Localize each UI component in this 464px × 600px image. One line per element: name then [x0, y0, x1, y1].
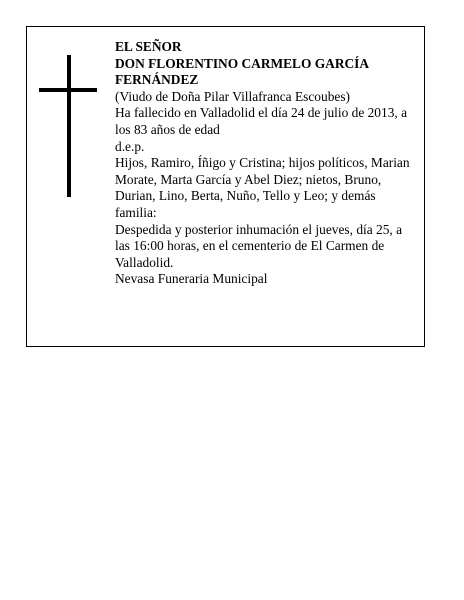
- notice-text: [115, 39, 419, 288]
- widower-note: (Viudo de Doña Pilar Villafranca Escoubes): [115, 88, 351, 104]
- ceremony-info: Despedida y posterior inhumación el jueves, día 25, a las 16:00 horas, en el cementerio de El Carmen de Valladolid.: [115, 221, 403, 270]
- obituary-notice: [26, 26, 425, 347]
- family-list: Hijos, Ramiro, Íñigo y Cristina; hijos políticos, Marian Morate, Marta García y Abel Diez; nietos, Bruno, Durian, Lino, Berta, Nuño, Tello y Leo; y demás familia:: [115, 155, 410, 220]
- notice-heading: EL SEÑOR: [115, 39, 182, 54]
- rip-text: d.e.p.: [115, 138, 145, 154]
- cross-horizontal-bar: [39, 88, 97, 92]
- deceased-name: DON FLORENTINO CARMELO GARCÍA FERNÁNDEZ: [115, 55, 369, 88]
- death-info: Ha fallecido en Valladolid el día 24 de julio de 2013, a los 83 años de edad: [115, 105, 408, 137]
- funeral-home: Nevasa Funeraria Municipal: [115, 271, 268, 287]
- cross-vertical-bar: [67, 55, 71, 197]
